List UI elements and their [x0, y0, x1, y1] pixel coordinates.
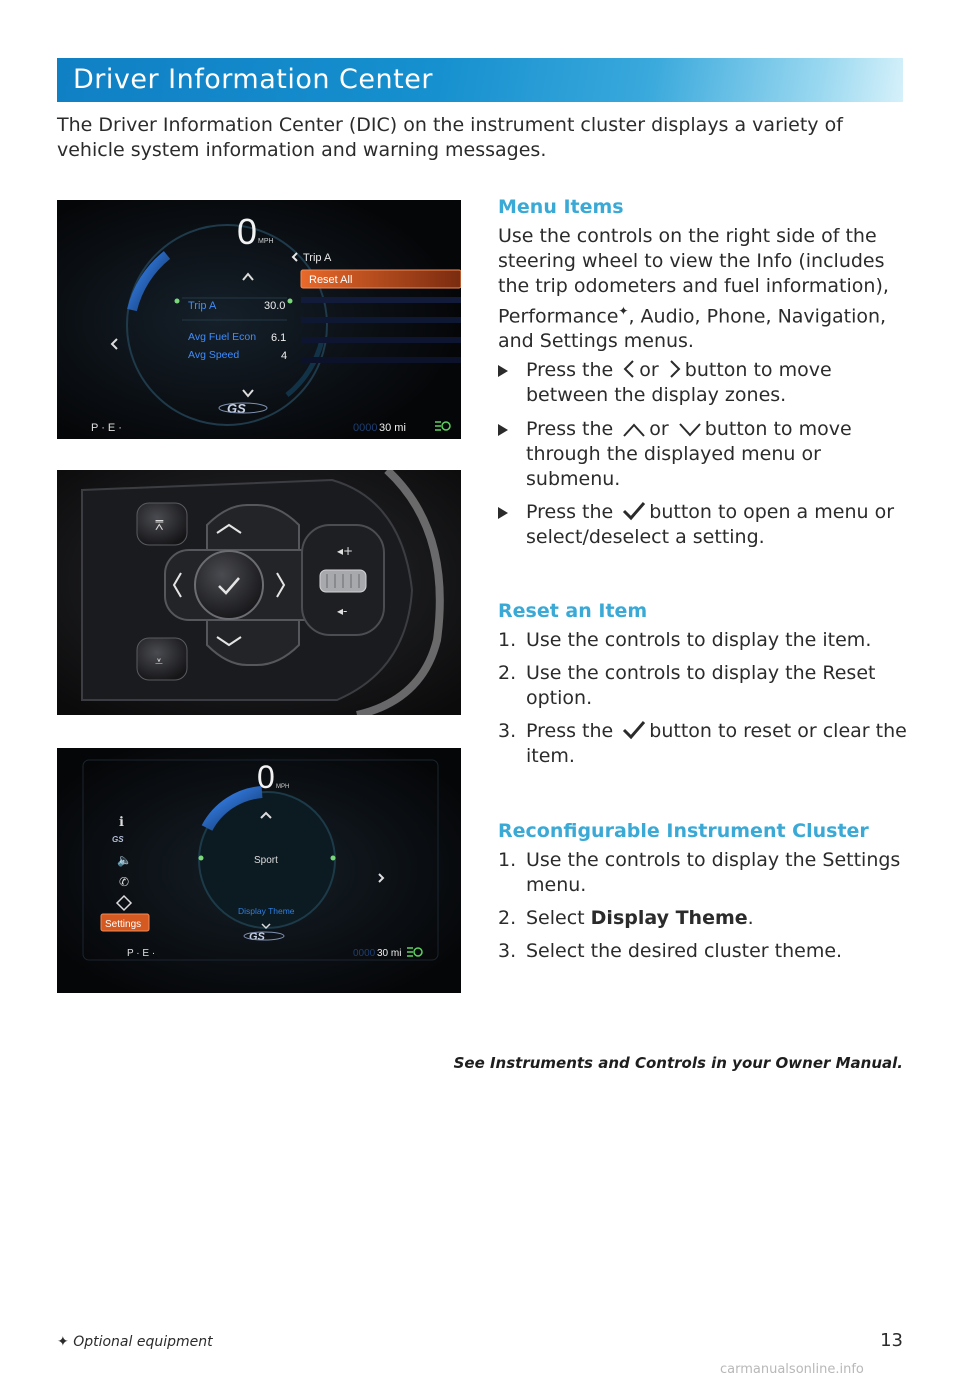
scroll-up-icon: ⩞	[155, 518, 164, 534]
page-title: Driver Information Center	[73, 64, 433, 95]
performance-icon: GS	[112, 835, 124, 844]
speed-unit: MPH	[258, 238, 274, 245]
page-number: 13	[880, 1330, 903, 1351]
optional-mark: ✦	[57, 1334, 69, 1350]
reconfig-step-3: 3. Select the desired cluster theme.	[498, 940, 843, 962]
reconfig-step-1: 1. Use the controls to display the Settings menu.	[498, 849, 901, 896]
reset-step-1: 1. Use the controls to display the item.	[498, 629, 872, 651]
speed-label: Avg Speed	[188, 349, 240, 361]
speed-readout: 0	[237, 211, 258, 252]
bullet-up-down: Press the or button to move through the displayed menu or submenu.	[498, 417, 908, 492]
volume-up-icon: ◂+	[337, 544, 354, 558]
checkmark-icon	[622, 720, 646, 740]
odometer: 30 mi	[377, 948, 402, 959]
fuel-value: 6.1	[271, 332, 287, 344]
gs-logo: GS	[227, 401, 246, 416]
see-owner-manual-note: See Instruments and Controls in your Owner Manual.	[453, 1054, 903, 1072]
cluster-photo-trip	[57, 200, 461, 439]
checkmark-icon	[622, 501, 646, 521]
trip-label: Trip A	[188, 300, 217, 312]
chevron-up-icon	[622, 422, 646, 438]
cluster-photo-theme	[57, 748, 461, 993]
phone-icon: ✆	[119, 875, 130, 889]
speed-unit: MPH	[276, 784, 290, 790]
gear-indicator: P · E ·	[91, 422, 122, 434]
avg-speed-value: 4	[281, 350, 288, 362]
chevron-left-icon	[622, 359, 636, 379]
reset-step-3: 3. Press the button to reset or clear the item.	[498, 720, 907, 767]
theme-sport-label: Sport	[254, 855, 278, 866]
bullet-select: Press the button to open a menu or select/deselect a setting.	[498, 500, 908, 550]
reset-step-2: 2. Use the controls to display the Reset option.	[498, 662, 876, 709]
optional-mark: ✦	[618, 304, 629, 318]
optional-equipment-footnote: ✦ Optional equipment	[57, 1334, 213, 1350]
odometer-dim: 0000	[353, 948, 376, 959]
fuel-label: Avg Fuel Econ	[188, 331, 257, 343]
bullet-left-right: Press the or button to move between the display zones.	[498, 358, 908, 408]
settings-label: Settings	[105, 919, 142, 930]
gear-indicator: P · E ·	[127, 948, 156, 959]
gs-logo: GS	[249, 931, 265, 943]
info-icon: ℹ	[119, 815, 124, 830]
select-button	[195, 551, 263, 619]
reconfig-step-2: 2. Select Display Theme.	[498, 907, 754, 929]
steering-wheel-photo	[57, 470, 461, 715]
odometer-dim: 0000	[353, 422, 378, 434]
odometer: 30 mi	[379, 422, 406, 434]
chevron-down-icon	[678, 422, 702, 438]
volume-down-icon: ◂-	[337, 604, 348, 618]
audio-icon: 🔈	[117, 853, 132, 867]
header-bar	[57, 58, 903, 102]
reconfig-title: Reconfigurable Instrument Cluster	[498, 820, 869, 842]
menu-item-reset-all: Reset All	[309, 274, 353, 286]
menu-title: Trip A	[303, 252, 332, 264]
scroll-down-icon: ⩡	[155, 654, 163, 670]
display-theme-label: Display Theme	[238, 906, 295, 916]
watermark: carmanualsonline.info	[720, 1362, 864, 1377]
speed-readout: 0	[257, 759, 275, 795]
chevron-right-icon	[668, 359, 682, 379]
trip-value: 30.0	[264, 300, 286, 312]
intro-text: The Driver Information Center (DIC) on the instrument cluster displays a variety of vehicle system information and warning messages.	[57, 114, 843, 161]
reset-item-title: Reset an Item	[498, 600, 648, 622]
menu-items-title: Menu Items	[498, 196, 624, 218]
menu-items-body: Use the controls on the right side of the steering wheel to view the Info (includes the trip odometers and fuel information), Performance✦, Audio, Phone, Navigation, and Settings menus.	[498, 225, 889, 353]
